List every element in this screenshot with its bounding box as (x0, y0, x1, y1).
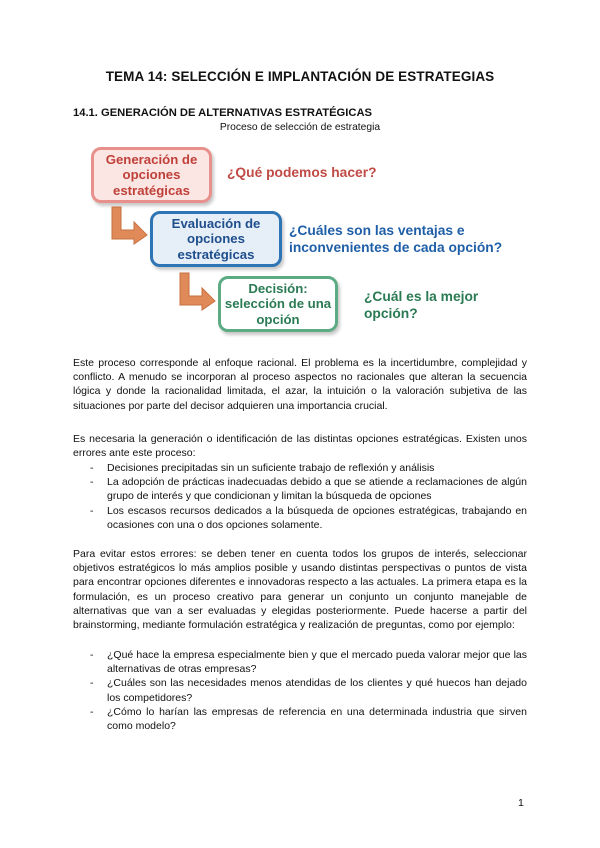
list-item: - Los escasos recursos dedicados a la búsqueda de opciones estratégicas, trabajando en ocasiones con una o dos opciones solamente. (73, 504, 527, 532)
errors-list (73, 461, 527, 532)
paragraph-rational-approach: Este proceso corresponde al enfoque racional. El problema es la incertidumbre, complejidad y conflicto. A menudo se incorporan al proceso aspectos no racionales que alteran la secuencia lógica y donde la racionalidad limitada, el azar, la intuición o la valoración subjetiva de las situaciones por parte del decisor adquieren una importancia crucial. (73, 357, 527, 412)
step-question-generation: ¿Qué podemos hacer? (227, 165, 377, 180)
step-arrow-1-icon (104, 205, 150, 247)
questions-list (73, 648, 527, 733)
step-box-generation: Generación de opciones estratégicas (91, 147, 212, 203)
page-number: 1 (518, 797, 524, 809)
list-item: - ¿Qué hace la empresa especialmente bien y que el mercado pueda valorar mejor que las alternativas de otras empresas? (73, 648, 527, 676)
paragraph-avoid-errors: Para evitar estos errores: se deben tener en cuenta todos los grupos de interés, seleccionar objetivos estratégicos lo más amplios posible y usando distintas perspectivas o puntos de vista para encontrar opciones diferentes e innovadoras respecto a las actuales. La primera etapa es la formulación, es un proceso creativo para generar un conjunto un conjunto manejable de alternativas que van a ser evaluadas y elegidas posteriormente. Puede hacerse a partir del brainstorming, mediante formulación estratégica y realización de preguntas, como por ejemplo: (73, 548, 527, 632)
step-arrow-2-icon (172, 271, 218, 313)
step-box-evaluation: Evaluación de opciones estratégicas (150, 211, 282, 267)
diagram-caption: Proceso de selección de estrategia (219, 122, 381, 133)
paragraph-errors-intro: Es necesaria la generación o identificación de las distintas opciones estratégicas. Existen unos errores ante este proceso: (73, 433, 527, 460)
list-item: - ¿Cuáles son las necesidades menos atendidas de los clientes y qué huecos han dejado los competidores? (73, 676, 527, 704)
section-heading: 14.1. GENERACIÓN DE ALTERNATIVAS ESTRATÉGICAS (73, 107, 372, 119)
list-item: - Decisiones precipitadas sin un suficiente trabajo de reflexión y análisis (73, 461, 527, 475)
document-title: TEMA 14: SELECCIÓN E IMPLANTACIÓN DE ESTRATEGIAS (105, 69, 495, 84)
step-question-evaluation: ¿Cuáles son las ventajas e inconvenientes de cada opción? (289, 223, 503, 255)
list-item: - ¿Cómo lo harían las empresas de referencia en una determinada industria que sirven como modelo? (73, 705, 527, 733)
step-box-decision: Decisión: selección de una opción (218, 276, 338, 332)
step-question-decision: ¿Cuál es la mejor opción? (364, 289, 479, 321)
list-item: - La adopción de prácticas inadecuadas debido a que se atiende a reclamaciones de algún grupo de interés y que condicionan y limitan la búsqueda de opciones (73, 475, 527, 503)
